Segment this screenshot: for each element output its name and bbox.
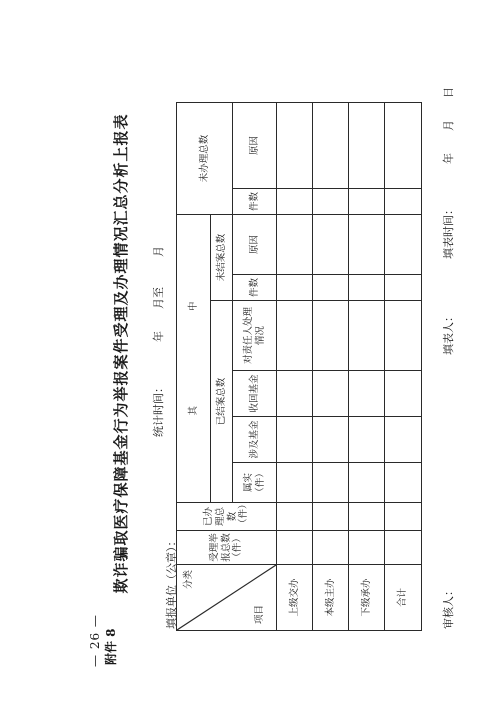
header-of-which: 其 中 — [177, 214, 211, 502]
header-funds-involved: 涉及基金 — [233, 417, 277, 463]
table-cell[interactable] — [385, 188, 422, 214]
period-label: 统计时间： — [152, 382, 165, 437]
table-cell[interactable] — [313, 531, 349, 565]
table-cell[interactable] — [277, 214, 313, 274]
table-cell[interactable] — [277, 188, 313, 214]
table-cell[interactable] — [385, 417, 422, 463]
header-unhandled-reason: 原因 — [233, 102, 277, 188]
table-cell[interactable] — [277, 371, 313, 417]
header-handled-total: 已办理总数（件） — [177, 503, 277, 531]
table-cell[interactable] — [313, 371, 349, 417]
table-row — [349, 102, 385, 630]
filler-label: 填表人： — [442, 311, 455, 355]
table-cell[interactable] — [349, 503, 385, 531]
table-cell[interactable] — [385, 214, 422, 274]
table-cell[interactable] — [277, 301, 313, 371]
table-row — [277, 102, 313, 630]
header-received-total: 受理举报总数（件） — [177, 531, 277, 565]
table-row — [385, 102, 422, 630]
period-month-from: 月至 — [152, 287, 165, 309]
attachment-label: 附件 8 — [104, 628, 118, 665]
table-cell[interactable] — [277, 275, 313, 301]
fill-date — [440, 87, 456, 259]
table-cell[interactable] — [349, 188, 385, 214]
header-substantiated: 属实（件） — [233, 463, 277, 503]
header-unclosed-count: 件数 — [233, 275, 277, 301]
reviewer-label: 审核人： — [442, 585, 455, 629]
table-cell[interactable] — [385, 301, 422, 371]
table-cell[interactable] — [385, 102, 422, 188]
table-cell[interactable] — [277, 503, 313, 531]
table-row — [313, 102, 349, 630]
header-unclosed-total: 未结案总数 — [211, 214, 233, 300]
fill-date-year: 年 — [442, 153, 455, 164]
corner-top-label: 分类 — [183, 570, 194, 590]
fill-date-label: 填表时间： — [442, 204, 455, 259]
table-cell[interactable] — [313, 503, 349, 531]
row-label: 本级主办 — [313, 565, 349, 631]
header-unclosed-reason: 原因 — [233, 214, 277, 274]
table-cell[interactable] — [313, 301, 349, 371]
table-cell[interactable] — [349, 463, 385, 503]
row-label: 下级承办 — [349, 565, 385, 631]
table-cell[interactable] — [385, 503, 422, 531]
report-table — [176, 102, 422, 631]
corner-header — [177, 565, 277, 631]
row-label: 合计 — [385, 565, 422, 631]
reporting-unit-label: 填报单位（公章）： — [165, 535, 178, 629]
fill-date-month: 月 — [442, 120, 455, 131]
table-cell[interactable] — [349, 417, 385, 463]
corner-bottom-label: 项目 — [254, 604, 266, 624]
table-cell[interactable] — [349, 275, 385, 301]
table-cell[interactable] — [385, 371, 422, 417]
table-cell[interactable] — [313, 417, 349, 463]
page-title: 欺诈骗取医疗保障基金行为举报案件受理及办理情况汇总分析上报表 — [112, 113, 130, 594]
table-cell[interactable] — [349, 301, 385, 371]
table-cell[interactable] — [313, 188, 349, 214]
header-responsible-handling: 对责任人处理情况 — [233, 301, 277, 371]
table-cell[interactable] — [349, 531, 385, 565]
table-cell[interactable] — [385, 463, 422, 503]
table-cell[interactable] — [313, 275, 349, 301]
table-cell[interactable] — [313, 463, 349, 503]
header-unhandled-total: 未办理总数 — [177, 102, 233, 214]
table-cell[interactable] — [349, 214, 385, 274]
table-cell[interactable] — [349, 102, 385, 188]
header-funds-recovered: 收回基金 — [233, 371, 277, 417]
period-year: 年 — [152, 331, 165, 342]
row-label: 上级交办 — [277, 565, 313, 631]
table-cell[interactable] — [277, 417, 313, 463]
table-cell[interactable] — [385, 531, 422, 565]
table-cell[interactable] — [277, 463, 313, 503]
table-cell[interactable] — [313, 214, 349, 274]
table-cell[interactable] — [385, 275, 422, 301]
table-cell[interactable] — [313, 102, 349, 188]
table-cell[interactable] — [277, 531, 313, 565]
statistics-period — [150, 246, 166, 437]
fill-date-day: 日 — [442, 87, 455, 98]
period-month-to: 月 — [152, 246, 165, 257]
table-cell[interactable] — [277, 102, 313, 188]
table-cell[interactable] — [349, 371, 385, 417]
page-number: — 26 — — [88, 614, 102, 667]
header-closed-total: 已结案总数 — [211, 301, 233, 503]
header-unhandled-count: 件数 — [233, 188, 277, 214]
